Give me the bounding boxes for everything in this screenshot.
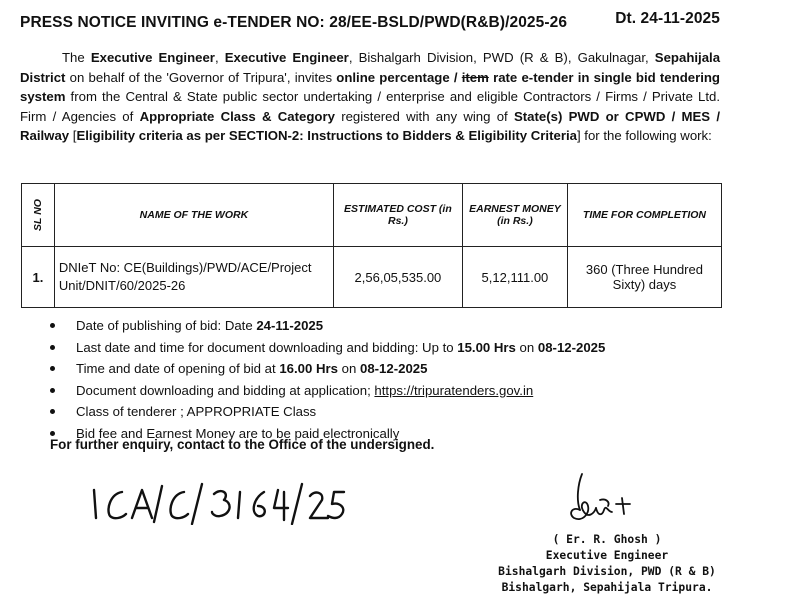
bullet-icon <box>50 366 55 371</box>
intro-bold: Executive Engineer <box>90 50 215 65</box>
notice-date: Dt. 24-11-2025 <box>615 10 720 27</box>
item-bold: 24-11-2025 <box>256 318 324 333</box>
intro-text: , <box>214 50 225 65</box>
list-item <box>50 315 730 337</box>
list-item <box>50 358 730 380</box>
tender-portal-link[interactable]: https://tripuratenders.gov.in <box>374 382 534 398</box>
notice-title: PRESS NOTICE INVITING e-TENDER NO: 28/EE-BSLD/PWD(R&B)/2025-26 <box>20 14 568 31</box>
intro-text: , Bishalgarh Division, PWD (R & B), Gakulnagar, <box>348 50 649 65</box>
header-sl-no-label: SL NO <box>31 199 44 231</box>
intro-text: from the Central & State public sector undertaking / enterprise and eligible Contractors / Firms / Private Ltd. Firm / Agencies of <box>20 89 720 124</box>
item-bold: 15.00 Hrs <box>457 339 516 355</box>
enquiry-note: For further enquiry, contact to the Office of the undersigned. <box>50 437 435 452</box>
item-text: Document downloading and bidding at application; <box>76 382 375 398</box>
intro-text: on behalf of the 'Governor of Tripura', invites <box>65 69 337 85</box>
bullet-icon <box>50 431 55 436</box>
intro-bold: Executive Engineer <box>224 50 349 65</box>
bullet-icon <box>50 409 55 414</box>
intro-struck-word: item <box>461 69 489 85</box>
item-bold: 08-12-2025 <box>359 361 428 376</box>
item-text: Last date and time for document downloading and bidding: Up to <box>76 339 458 355</box>
intro-bold: Appropriate Class & Category <box>139 108 335 124</box>
list-item <box>50 401 730 423</box>
row-name-of-work: DNIeT No: CE(Buildings)/PWD/ACE/Project Unit/DNIT/60/2025-26 <box>54 247 333 308</box>
header-sl-no <box>22 184 55 247</box>
header-estimated-cost: ESTIMATED COST (in Rs.) <box>333 184 462 247</box>
intro-bold: rate e-tender in single bid tendering system <box>20 69 720 104</box>
header-name-of-work: NAME OF THE WORK <box>54 184 333 247</box>
intro-bold: State(s) PWD or CPWD / MES / Railway <box>20 108 721 143</box>
item-text: Time and date of opening of bid at <box>76 361 280 376</box>
header-time-for-completion: TIME FOR COMPLETION <box>567 184 721 247</box>
signatory-place: Bishalgarh, Sepahijala Tripura. <box>501 581 713 594</box>
item-text: Date of publishing of bid: Date <box>76 318 257 333</box>
item-text: on <box>337 361 360 376</box>
list-item <box>50 380 730 402</box>
row-sl-no: 1. <box>22 247 55 308</box>
handwritten-memo-number <box>88 480 348 525</box>
notice-header <box>20 10 780 34</box>
table-header-row <box>22 184 722 247</box>
intro-bold: Eligibility criteria as per SECTION-2: Instructions to Bidders & Eligibility Criteria <box>76 128 577 143</box>
bullet-icon <box>50 345 55 350</box>
signatory-division: Bishalgarh Division, PWD (R & B) <box>498 565 716 578</box>
item-text: on <box>515 339 538 355</box>
signatory-designation: Executive Engineer <box>545 549 669 562</box>
bullet-icon <box>50 388 55 393</box>
tender-details-list <box>50 315 730 444</box>
intro-paragraph <box>20 48 720 146</box>
signatory-name: ( Er. R. Ghosh ) <box>552 533 662 546</box>
row-earnest-money: 5,12,111.00 <box>462 247 567 308</box>
signatory-block <box>492 532 722 596</box>
item-bold: 08-12-2025 <box>537 339 606 355</box>
intro-bold: online percentage / <box>336 69 462 85</box>
item-bold: 16.00 Hrs <box>279 361 338 376</box>
intro-text: The <box>62 50 91 65</box>
intro-text: [ <box>69 128 77 143</box>
intro-text: ] for the following work: <box>576 128 712 143</box>
item-text: Bid fee and Earnest Money are to be paid electronically <box>76 425 400 441</box>
list-item <box>50 337 730 359</box>
row-time-for-completion: 360 (Three Hundred Sixty) days <box>567 247 721 308</box>
works-table <box>21 183 722 308</box>
header-earnest-money: EARNEST MONEY (in Rs.) <box>462 184 567 247</box>
intro-bold: Sepahijala District <box>20 50 721 85</box>
item-text: Class of tenderer ; APPROPRIATE Class <box>76 404 317 419</box>
row-estimated-cost: 2,56,05,535.00 <box>333 247 462 308</box>
bullet-icon <box>50 323 55 328</box>
table-row <box>22 247 722 308</box>
signature <box>560 470 640 528</box>
intro-text: registered with any wing of <box>334 108 514 124</box>
